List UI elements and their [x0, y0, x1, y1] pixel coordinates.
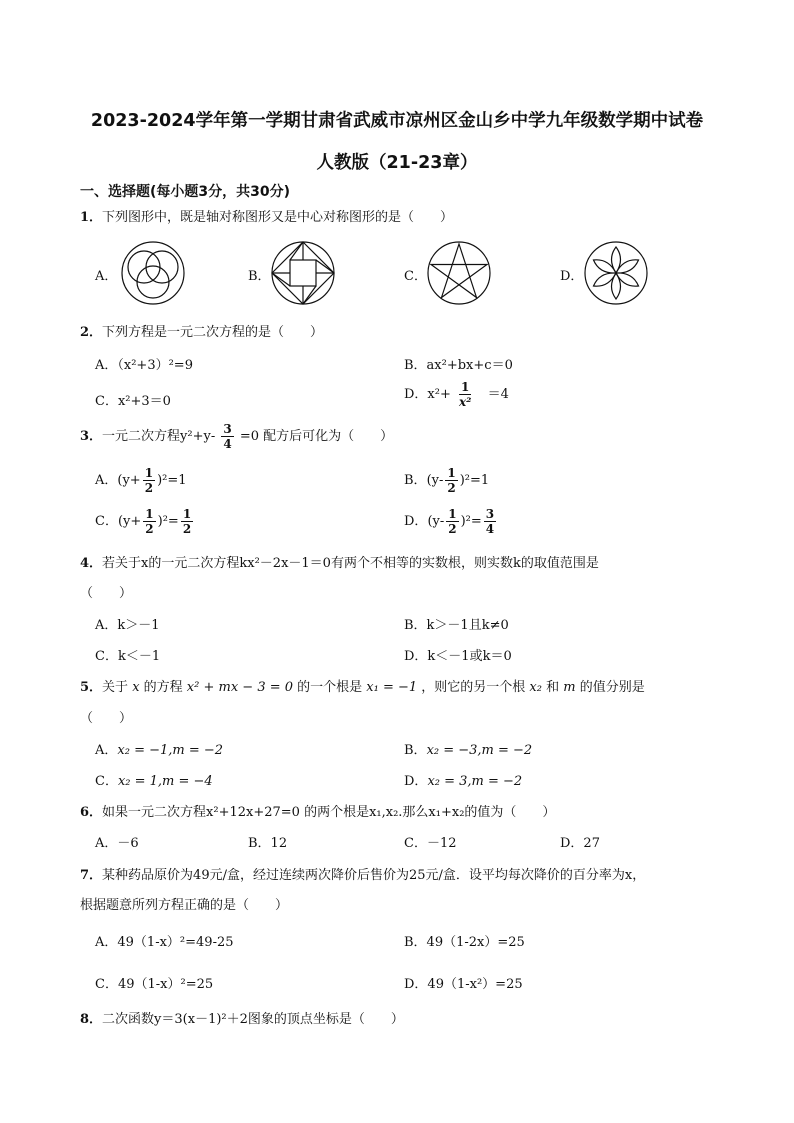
three-circles-icon: [120, 240, 186, 306]
numerator: 1: [448, 507, 457, 521]
stem-text: 的值分别是: [575, 680, 645, 695]
option-b: [404, 466, 489, 495]
question-stem-b: =0 配方后可化为（ ）: [239, 429, 394, 444]
stem-text: 的方程: [139, 680, 187, 695]
fraction: [221, 422, 233, 451]
option-c-label: C．: [404, 269, 427, 284]
question-number: 7．: [80, 868, 103, 883]
question-stem: 如果一元二次方程x²+12x+27=0 的两个根是x₁,x₂.那么x₁+x₂的值为（ ）: [102, 805, 556, 820]
option-c: C．x²+3＝0: [95, 394, 171, 409]
question-stem-a: 一元二次方程y²+y-: [102, 429, 216, 444]
question-5: [80, 676, 645, 695]
option-a: A．49（1-x）²=49-25: [95, 935, 234, 950]
option-d: D．27: [560, 836, 600, 851]
numerator: 1: [145, 507, 154, 521]
option-a: [95, 739, 223, 758]
fraction: [181, 507, 193, 536]
option-text: (y+: [117, 473, 141, 488]
question-stem: 二次函数y＝3(x－1)²＋2图象的顶点坐标是（ ）: [102, 1012, 404, 1027]
option-c: C．－12: [404, 836, 457, 851]
question-6: [80, 801, 555, 820]
option-text: (y-: [426, 473, 444, 488]
option-b: B．ax²+bx+c＝0: [404, 358, 513, 373]
denominator: 2: [182, 522, 192, 536]
question-8: [80, 1008, 404, 1027]
option-tail: ＝4: [487, 387, 509, 402]
question-stem: 某种药品原价为49元/盒，经过连续两次降价后售价为25元/盒．设平均每次降价的百分率为x，: [102, 868, 646, 883]
question-stem: 下列方程是一元二次方程的是（ ）: [102, 325, 324, 340]
option-b-label: B．: [248, 269, 271, 284]
math-root: x₁ = −1: [366, 680, 418, 695]
option-c: [95, 770, 213, 789]
option-math: x₂ = 1,m = −4: [117, 774, 213, 789]
stem-text: 关于: [102, 680, 133, 695]
option-math: x₂ = 3,m = −2: [427, 774, 523, 789]
numerator: 1: [144, 466, 154, 480]
option-c: [95, 507, 195, 536]
question-4: [80, 552, 599, 571]
option-text: )²=: [460, 514, 482, 529]
option-text: )²=1: [459, 473, 490, 488]
denominator: 2: [145, 522, 154, 536]
denominator: 4: [223, 437, 232, 451]
question-stem: 若关于x的一元二次方程kx²－2x－1＝0有两个不相等的实数根，则实数k的取值范围是: [102, 556, 599, 571]
numerator: 3: [485, 507, 495, 521]
option-d: D．49（1-x²）=25: [404, 977, 523, 992]
option-b: [404, 739, 532, 758]
option-b: B．49（1-2x）=25: [404, 935, 525, 950]
denominator: 4: [485, 522, 495, 536]
option-d: [404, 507, 498, 536]
fraction: [457, 380, 473, 409]
option-text: (y+: [117, 514, 142, 529]
math-x: x: [132, 680, 140, 695]
answer-bracket: （ ）: [80, 586, 133, 601]
denominator: 2: [448, 522, 457, 536]
math-m: m: [563, 680, 576, 695]
option-label: A．: [95, 473, 118, 488]
fraction: [484, 507, 496, 536]
option-label: D．: [404, 774, 428, 789]
option-text: )²=: [157, 514, 179, 529]
question-number: 8．: [80, 1012, 103, 1027]
exam-subtitle: 人教版（21-23章）: [316, 153, 478, 173]
math-x2: x₂: [529, 680, 542, 695]
option-c: C．k＜－1: [95, 649, 161, 664]
question-number: 2．: [80, 325, 103, 340]
question-number: 1．: [80, 210, 103, 225]
numerator: 1: [182, 507, 192, 521]
square-pinwheel-icon: [270, 240, 336, 306]
option-label: B．: [404, 743, 427, 758]
fraction: [143, 466, 155, 495]
option-a: [95, 466, 187, 495]
question-number: 5．: [80, 680, 103, 695]
stem-text: 和: [541, 680, 564, 695]
option-math: x₂ = −3,m = −2: [426, 743, 533, 758]
pentagram-in-circle-icon: [426, 240, 492, 306]
question-7: [80, 864, 645, 883]
option-d-label: D．: [560, 269, 584, 284]
stem-text: 的一个根是: [293, 680, 367, 695]
question-number: 6．: [80, 805, 103, 820]
option-a: A．－6: [95, 836, 139, 851]
question-stem-continued: 根据题意所列方程正确的是（ ）: [80, 898, 289, 913]
option-math: x₂ = −1,m = −2: [117, 743, 224, 758]
option-b: B．12: [248, 836, 288, 851]
option-a: A．（x²+3）²=9: [95, 358, 193, 373]
fraction: [143, 507, 155, 536]
answer-bracket: （ ）: [80, 711, 133, 726]
question-3: [80, 422, 393, 451]
option-b: B．k＞－1且k≠0: [404, 618, 509, 633]
stem-text: ，则它的另一个根: [417, 680, 530, 695]
denominator: x²: [459, 395, 472, 409]
option-label: D．: [404, 514, 428, 529]
option-c: C．49（1-x）²=25: [95, 977, 214, 992]
option-text: D．x²+: [404, 387, 451, 402]
numerator: 3: [223, 422, 232, 436]
option-text: )²=1: [157, 473, 187, 488]
six-petal-flower-icon: [583, 240, 649, 306]
question-1: [80, 206, 453, 225]
option-label: C．: [95, 514, 118, 529]
fraction: [446, 507, 458, 536]
option-d: D．k＜－1或k＝0: [404, 649, 512, 664]
numerator: 1: [447, 466, 456, 480]
option-label: B．: [404, 473, 427, 488]
fraction: [445, 466, 457, 495]
option-label: A．: [95, 743, 118, 758]
question-number: 4．: [80, 556, 103, 571]
option-text: (y-: [427, 514, 445, 529]
denominator: 2: [144, 481, 154, 495]
option-a-label: A．: [95, 269, 118, 284]
question-number: 3．: [80, 429, 103, 444]
math-equation: x² + mx − 3 = 0: [186, 680, 294, 695]
exam-title: 2023-2024学年第一学期甘肃省武威市凉州区金山乡中学九年级数学期中试卷: [90, 111, 704, 131]
option-d: [404, 770, 522, 789]
numerator: 1: [461, 380, 470, 394]
question-stem: 下列图形中，既是轴对称图形又是中心对称图形的是（ ）: [102, 210, 454, 225]
option-d: [404, 380, 509, 409]
question-2: [80, 321, 323, 340]
option-a: A．k＞－1: [95, 618, 160, 633]
option-label: C．: [95, 774, 118, 789]
section-heading: 一、选择题(每小题3分，共30分): [80, 184, 291, 200]
denominator: 2: [447, 481, 456, 495]
